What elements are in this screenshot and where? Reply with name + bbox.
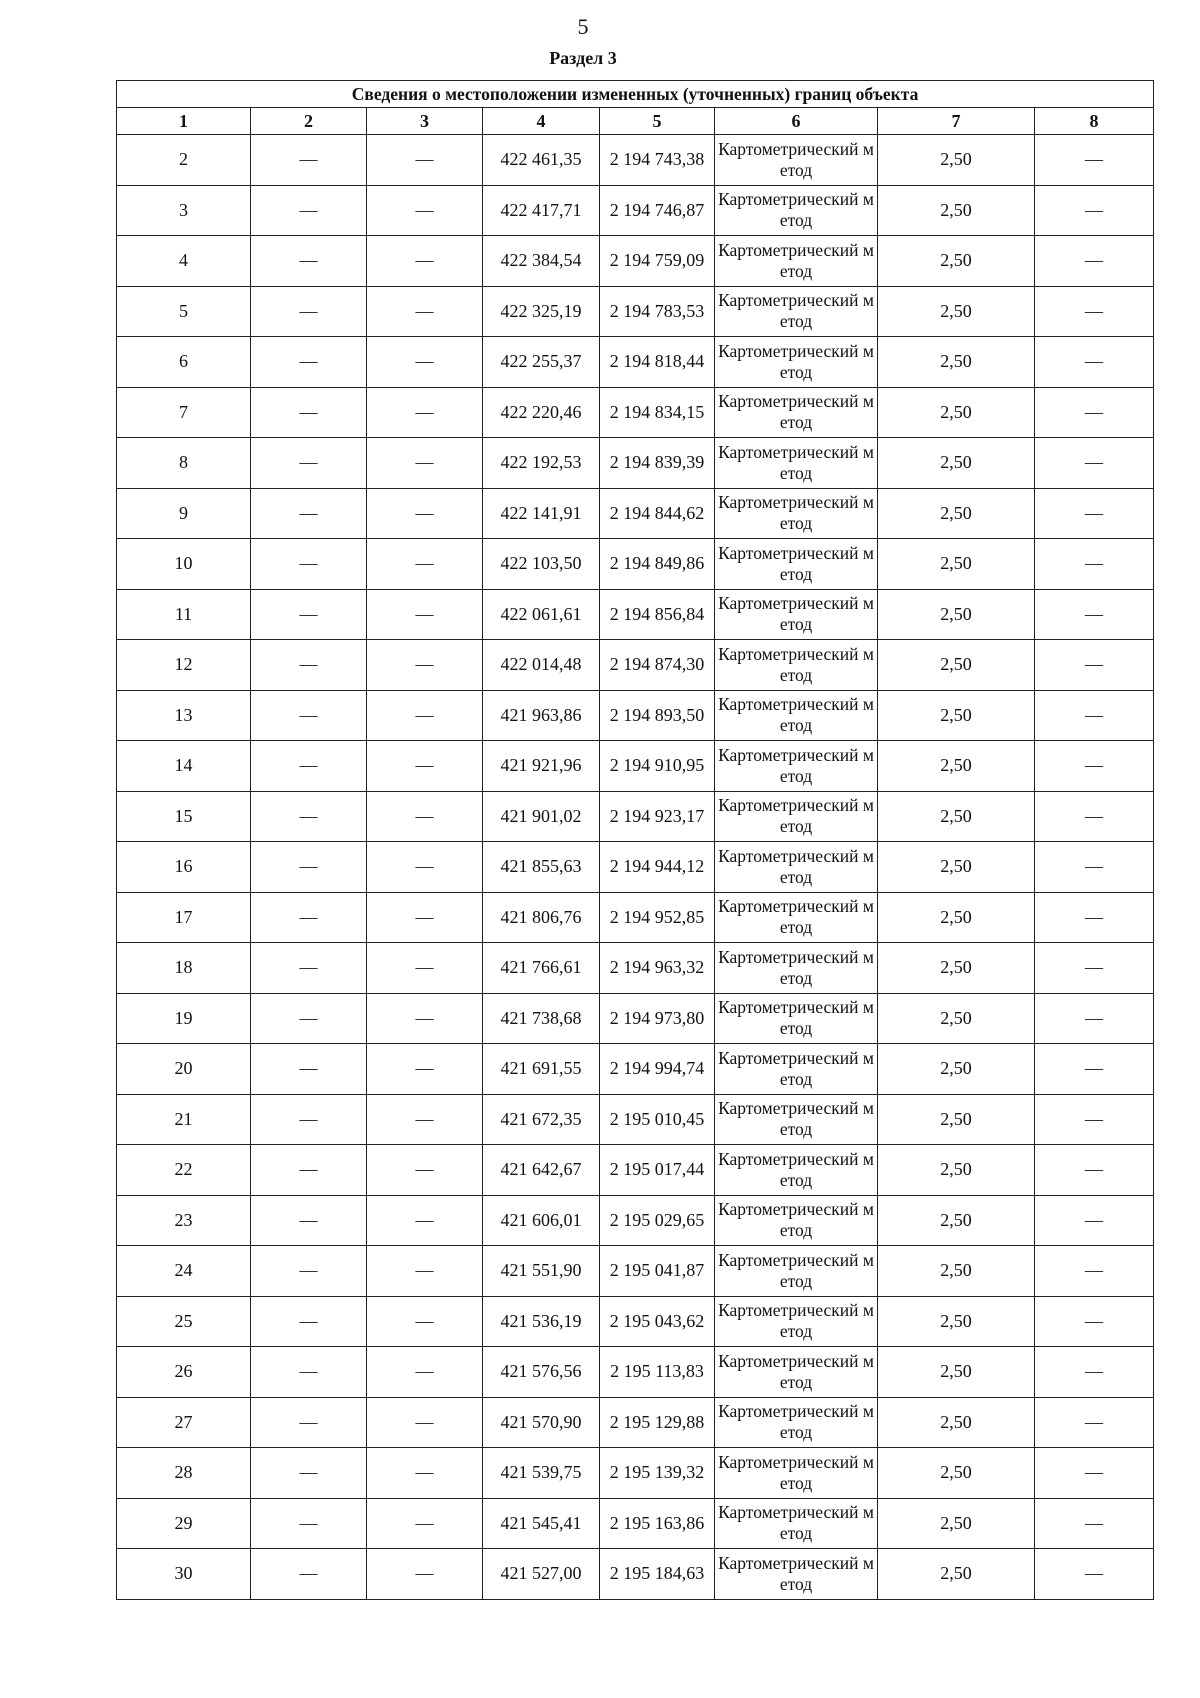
y-coordinate-cell: 2 195 043,62 — [600, 1296, 715, 1347]
accuracy-cell: 2,50 — [878, 1094, 1035, 1145]
method-cell: Картометрический метод — [715, 387, 878, 438]
point-number-cell: 19 — [117, 993, 251, 1044]
column-8-cell: — — [1035, 1549, 1154, 1600]
x-coordinate-cell: 422 461,35 — [483, 135, 600, 186]
x-coordinate-cell: 422 325,19 — [483, 286, 600, 337]
point-number-cell: 3 — [117, 185, 251, 236]
accuracy-cell: 2,50 — [878, 892, 1035, 943]
table-row — [117, 286, 1154, 337]
column-header: 3 — [367, 108, 483, 135]
method-cell: Картометрический метод — [715, 943, 878, 994]
accuracy-cell: 2,50 — [878, 842, 1035, 893]
point-number-cell: 12 — [117, 640, 251, 691]
x-coordinate-cell: 421 545,41 — [483, 1498, 600, 1549]
column-8-cell: — — [1035, 1195, 1154, 1246]
x-coordinate-cell: 421 551,90 — [483, 1246, 600, 1297]
column-3-cell: — — [367, 1094, 483, 1145]
table-row — [117, 387, 1154, 438]
x-coordinate-cell: 421 576,56 — [483, 1347, 600, 1398]
point-number-cell: 7 — [117, 387, 251, 438]
column-8-cell: — — [1035, 1347, 1154, 1398]
point-number-cell: 6 — [117, 337, 251, 388]
column-3-cell: — — [367, 892, 483, 943]
column-2-cell: — — [251, 1347, 367, 1398]
y-coordinate-cell: 2 194 973,80 — [600, 993, 715, 1044]
column-header: 4 — [483, 108, 600, 135]
column-8-cell: — — [1035, 1397, 1154, 1448]
point-number-cell: 2 — [117, 135, 251, 186]
column-3-cell: — — [367, 1347, 483, 1398]
column-2-cell: — — [251, 690, 367, 741]
table-row — [117, 539, 1154, 590]
column-3-cell: — — [367, 791, 483, 842]
column-3-cell: — — [367, 690, 483, 741]
column-2-cell: — — [251, 337, 367, 388]
y-coordinate-cell: 2 194 743,38 — [600, 135, 715, 186]
column-2-cell: — — [251, 1094, 367, 1145]
table-row — [117, 1549, 1154, 1600]
accuracy-cell: 2,50 — [878, 488, 1035, 539]
column-2-cell: — — [251, 135, 367, 186]
column-2-cell: — — [251, 1145, 367, 1196]
method-cell: Картометрический метод — [715, 286, 878, 337]
y-coordinate-cell: 2 194 759,09 — [600, 236, 715, 287]
method-cell: Картометрический метод — [715, 135, 878, 186]
method-cell: Картометрический метод — [715, 236, 878, 287]
table-row — [117, 1347, 1154, 1398]
column-header: 2 — [251, 108, 367, 135]
column-8-cell: — — [1035, 539, 1154, 590]
column-8-cell: — — [1035, 1448, 1154, 1499]
column-2-cell: — — [251, 640, 367, 691]
table-row — [117, 1044, 1154, 1095]
method-cell: Картометрический метод — [715, 438, 878, 489]
column-header: 8 — [1035, 108, 1154, 135]
method-cell: Картометрический метод — [715, 892, 878, 943]
table-row — [117, 791, 1154, 842]
method-cell: Картометрический метод — [715, 185, 878, 236]
y-coordinate-cell: 2 194 746,87 — [600, 185, 715, 236]
column-8-cell: — — [1035, 943, 1154, 994]
y-coordinate-cell: 2 194 994,74 — [600, 1044, 715, 1095]
x-coordinate-cell: 421 691,55 — [483, 1044, 600, 1095]
column-3-cell: — — [367, 185, 483, 236]
method-cell: Картометрический метод — [715, 1044, 878, 1095]
table-row — [117, 943, 1154, 994]
column-3-cell: — — [367, 589, 483, 640]
accuracy-cell: 2,50 — [878, 1347, 1035, 1398]
column-3-cell: — — [367, 1195, 483, 1246]
method-cell: Картометрический метод — [715, 1397, 878, 1448]
method-cell: Картометрический метод — [715, 337, 878, 388]
method-cell: Картометрический метод — [715, 1246, 878, 1297]
table-row — [117, 135, 1154, 186]
table-row — [117, 741, 1154, 792]
table-row — [117, 993, 1154, 1044]
point-number-cell: 29 — [117, 1498, 251, 1549]
accuracy-cell: 2,50 — [878, 1549, 1035, 1600]
accuracy-cell: 2,50 — [878, 690, 1035, 741]
column-3-cell: — — [367, 488, 483, 539]
column-8-cell: — — [1035, 842, 1154, 893]
accuracy-cell: 2,50 — [878, 993, 1035, 1044]
accuracy-cell: 2,50 — [878, 943, 1035, 994]
y-coordinate-cell: 2 195 129,88 — [600, 1397, 715, 1448]
column-3-cell: — — [367, 1296, 483, 1347]
method-cell: Картометрический метод — [715, 1296, 878, 1347]
point-number-cell: 8 — [117, 438, 251, 489]
column-2-cell: — — [251, 185, 367, 236]
column-2-cell: — — [251, 791, 367, 842]
y-coordinate-cell: 2 195 139,32 — [600, 1448, 715, 1499]
column-2-cell: — — [251, 892, 367, 943]
column-8-cell: — — [1035, 1498, 1154, 1549]
method-cell: Картометрический метод — [715, 1347, 878, 1398]
y-coordinate-cell: 2 195 029,65 — [600, 1195, 715, 1246]
y-coordinate-cell: 2 194 893,50 — [600, 690, 715, 741]
accuracy-cell: 2,50 — [878, 135, 1035, 186]
column-8-cell: — — [1035, 387, 1154, 438]
x-coordinate-cell: 422 255,37 — [483, 337, 600, 388]
x-coordinate-cell: 421 606,01 — [483, 1195, 600, 1246]
method-cell: Картометрический метод — [715, 488, 878, 539]
column-2-cell: — — [251, 539, 367, 590]
column-2-cell: — — [251, 1296, 367, 1347]
y-coordinate-cell: 2 194 834,15 — [600, 387, 715, 438]
accuracy-cell: 2,50 — [878, 791, 1035, 842]
table-row — [117, 1448, 1154, 1499]
x-coordinate-cell: 422 192,53 — [483, 438, 600, 489]
point-number-cell: 17 — [117, 892, 251, 943]
column-2-cell: — — [251, 943, 367, 994]
table-row — [117, 1296, 1154, 1347]
column-3-cell: — — [367, 640, 483, 691]
point-number-cell: 10 — [117, 539, 251, 590]
point-number-cell: 28 — [117, 1448, 251, 1499]
y-coordinate-cell: 2 195 010,45 — [600, 1094, 715, 1145]
column-3-cell: — — [367, 539, 483, 590]
x-coordinate-cell: 421 738,68 — [483, 993, 600, 1044]
table-row — [117, 690, 1154, 741]
column-2-cell: — — [251, 1448, 367, 1499]
accuracy-cell: 2,50 — [878, 1246, 1035, 1297]
table-row — [117, 892, 1154, 943]
column-3-cell: — — [367, 135, 483, 186]
x-coordinate-cell: 422 220,46 — [483, 387, 600, 438]
point-number-cell: 25 — [117, 1296, 251, 1347]
column-2-cell: — — [251, 1246, 367, 1297]
table-row — [117, 1195, 1154, 1246]
column-8-cell: — — [1035, 236, 1154, 287]
y-coordinate-cell: 2 194 910,95 — [600, 741, 715, 792]
y-coordinate-cell: 2 194 874,30 — [600, 640, 715, 691]
y-coordinate-cell: 2 194 849,86 — [600, 539, 715, 590]
method-cell: Картометрический метод — [715, 1195, 878, 1246]
method-cell: Картометрический метод — [715, 589, 878, 640]
column-8-cell: — — [1035, 1044, 1154, 1095]
column-3-cell: — — [367, 993, 483, 1044]
accuracy-cell: 2,50 — [878, 1145, 1035, 1196]
x-coordinate-cell: 421 536,19 — [483, 1296, 600, 1347]
column-3-cell: — — [367, 1448, 483, 1499]
x-coordinate-cell: 421 539,75 — [483, 1448, 600, 1499]
accuracy-cell: 2,50 — [878, 1498, 1035, 1549]
table-header-row — [117, 108, 1154, 135]
column-3-cell: — — [367, 842, 483, 893]
y-coordinate-cell: 2 194 923,17 — [600, 791, 715, 842]
column-8-cell: — — [1035, 438, 1154, 489]
x-coordinate-cell: 421 527,00 — [483, 1549, 600, 1600]
point-number-cell: 27 — [117, 1397, 251, 1448]
method-cell: Картометрический метод — [715, 1094, 878, 1145]
table-row — [117, 1246, 1154, 1297]
x-coordinate-cell: 422 384,54 — [483, 236, 600, 287]
column-8-cell: — — [1035, 741, 1154, 792]
table-row — [117, 842, 1154, 893]
y-coordinate-cell: 2 194 783,53 — [600, 286, 715, 337]
boundary-coordinates-table — [116, 80, 1154, 1600]
y-coordinate-cell: 2 195 163,86 — [600, 1498, 715, 1549]
y-coordinate-cell: 2 195 113,83 — [600, 1347, 715, 1398]
point-number-cell: 22 — [117, 1145, 251, 1196]
point-number-cell: 26 — [117, 1347, 251, 1398]
column-header: 7 — [878, 108, 1035, 135]
column-2-cell: — — [251, 387, 367, 438]
table-body — [117, 135, 1154, 1600]
x-coordinate-cell: 422 417,71 — [483, 185, 600, 236]
column-2-cell: — — [251, 993, 367, 1044]
accuracy-cell: 2,50 — [878, 185, 1035, 236]
accuracy-cell: 2,50 — [878, 1195, 1035, 1246]
method-cell: Картометрический метод — [715, 1498, 878, 1549]
accuracy-cell: 2,50 — [878, 1397, 1035, 1448]
x-coordinate-cell: 421 901,02 — [483, 791, 600, 842]
accuracy-cell: 2,50 — [878, 387, 1035, 438]
accuracy-cell: 2,50 — [878, 741, 1035, 792]
point-number-cell: 30 — [117, 1549, 251, 1600]
column-2-cell: — — [251, 438, 367, 489]
y-coordinate-cell: 2 195 041,87 — [600, 1246, 715, 1297]
method-cell: Картометрический метод — [715, 993, 878, 1044]
x-coordinate-cell: 421 855,63 — [483, 842, 600, 893]
column-2-cell: — — [251, 488, 367, 539]
column-3-cell: — — [367, 337, 483, 388]
column-3-cell: — — [367, 387, 483, 438]
column-2-cell: — — [251, 1549, 367, 1600]
column-header: 6 — [715, 108, 878, 135]
point-number-cell: 5 — [117, 286, 251, 337]
column-3-cell: — — [367, 741, 483, 792]
column-header: 5 — [600, 108, 715, 135]
page-number: 5 — [577, 14, 589, 39]
y-coordinate-cell: 2 194 818,44 — [600, 337, 715, 388]
method-cell: Картометрический метод — [715, 791, 878, 842]
point-number-cell: 4 — [117, 236, 251, 287]
y-coordinate-cell: 2 194 963,32 — [600, 943, 715, 994]
column-3-cell: — — [367, 1246, 483, 1297]
x-coordinate-cell: 421 642,67 — [483, 1145, 600, 1196]
accuracy-cell: 2,50 — [878, 1448, 1035, 1499]
point-number-cell: 11 — [117, 589, 251, 640]
column-8-cell: — — [1035, 589, 1154, 640]
column-3-cell: — — [367, 236, 483, 287]
column-2-cell: — — [251, 1498, 367, 1549]
column-2-cell: — — [251, 741, 367, 792]
x-coordinate-cell: 421 963,86 — [483, 690, 600, 741]
column-8-cell: — — [1035, 892, 1154, 943]
point-number-cell: 21 — [117, 1094, 251, 1145]
point-number-cell: 24 — [117, 1246, 251, 1297]
method-cell: Картометрический метод — [715, 842, 878, 893]
column-8-cell: — — [1035, 993, 1154, 1044]
point-number-cell: 14 — [117, 741, 251, 792]
point-number-cell: 13 — [117, 690, 251, 741]
column-8-cell: — — [1035, 337, 1154, 388]
column-2-cell: — — [251, 1044, 367, 1095]
method-cell: Картометрический метод — [715, 741, 878, 792]
x-coordinate-cell: 422 061,61 — [483, 589, 600, 640]
column-3-cell: — — [367, 1397, 483, 1448]
y-coordinate-cell: 2 195 017,44 — [600, 1145, 715, 1196]
column-8-cell: — — [1035, 1094, 1154, 1145]
accuracy-cell: 2,50 — [878, 1296, 1035, 1347]
method-cell: Картометрический метод — [715, 1448, 878, 1499]
column-2-cell: — — [251, 286, 367, 337]
section-title: Раздел 3 — [549, 48, 617, 68]
accuracy-cell: 2,50 — [878, 438, 1035, 489]
column-2-cell: — — [251, 236, 367, 287]
table-row — [117, 236, 1154, 287]
x-coordinate-cell: 421 570,90 — [483, 1397, 600, 1448]
y-coordinate-cell: 2 194 952,85 — [600, 892, 715, 943]
method-cell: Картометрический метод — [715, 539, 878, 590]
column-8-cell: — — [1035, 1246, 1154, 1297]
point-number-cell: 9 — [117, 488, 251, 539]
column-8-cell: — — [1035, 791, 1154, 842]
y-coordinate-cell: 2 194 839,39 — [600, 438, 715, 489]
point-number-cell: 18 — [117, 943, 251, 994]
point-number-cell: 23 — [117, 1195, 251, 1246]
column-2-cell: — — [251, 1397, 367, 1448]
method-cell: Картометрический метод — [715, 640, 878, 691]
table-row — [117, 1397, 1154, 1448]
column-3-cell: — — [367, 1549, 483, 1600]
y-coordinate-cell: 2 194 844,62 — [600, 488, 715, 539]
y-coordinate-cell: 2 194 856,84 — [600, 589, 715, 640]
method-cell: Картометрический метод — [715, 690, 878, 741]
column-header: 1 — [117, 108, 251, 135]
method-cell: Картометрический метод — [715, 1549, 878, 1600]
table-row — [117, 488, 1154, 539]
point-number-cell: 16 — [117, 842, 251, 893]
column-3-cell: — — [367, 1498, 483, 1549]
table-row — [117, 1094, 1154, 1145]
accuracy-cell: 2,50 — [878, 337, 1035, 388]
column-3-cell: — — [367, 1145, 483, 1196]
table-row — [117, 589, 1154, 640]
x-coordinate-cell: 421 921,96 — [483, 741, 600, 792]
accuracy-cell: 2,50 — [878, 236, 1035, 287]
x-coordinate-cell: 422 141,91 — [483, 488, 600, 539]
column-8-cell: — — [1035, 488, 1154, 539]
column-2-cell: — — [251, 1195, 367, 1246]
column-2-cell: — — [251, 589, 367, 640]
x-coordinate-cell: 421 806,76 — [483, 892, 600, 943]
point-number-cell: 15 — [117, 791, 251, 842]
accuracy-cell: 2,50 — [878, 589, 1035, 640]
table-row — [117, 640, 1154, 691]
point-number-cell: 20 — [117, 1044, 251, 1095]
x-coordinate-cell: 421 766,61 — [483, 943, 600, 994]
column-8-cell: — — [1035, 185, 1154, 236]
table-row — [117, 1145, 1154, 1196]
x-coordinate-cell: 421 672,35 — [483, 1094, 600, 1145]
accuracy-cell: 2,50 — [878, 1044, 1035, 1095]
column-8-cell: — — [1035, 135, 1154, 186]
column-3-cell: — — [367, 438, 483, 489]
column-3-cell: — — [367, 286, 483, 337]
table-row — [117, 1498, 1154, 1549]
table-caption: Сведения о местоположении измененных (уточненных) границ объекта — [117, 81, 1154, 108]
y-coordinate-cell: 2 194 944,12 — [600, 842, 715, 893]
table-row — [117, 438, 1154, 489]
x-coordinate-cell: 422 103,50 — [483, 539, 600, 590]
accuracy-cell: 2,50 — [878, 539, 1035, 590]
x-coordinate-cell: 422 014,48 — [483, 640, 600, 691]
table-row — [117, 337, 1154, 388]
column-2-cell: — — [251, 842, 367, 893]
y-coordinate-cell: 2 195 184,63 — [600, 1549, 715, 1600]
column-8-cell: — — [1035, 690, 1154, 741]
column-8-cell: — — [1035, 1145, 1154, 1196]
column-8-cell: — — [1035, 1296, 1154, 1347]
accuracy-cell: 2,50 — [878, 286, 1035, 337]
column-8-cell: — — [1035, 286, 1154, 337]
column-3-cell: — — [367, 1044, 483, 1095]
column-3-cell: — — [367, 943, 483, 994]
method-cell: Картометрический метод — [715, 1145, 878, 1196]
column-8-cell: — — [1035, 640, 1154, 691]
table-caption-row — [117, 81, 1154, 108]
table-row — [117, 185, 1154, 236]
accuracy-cell: 2,50 — [878, 640, 1035, 691]
